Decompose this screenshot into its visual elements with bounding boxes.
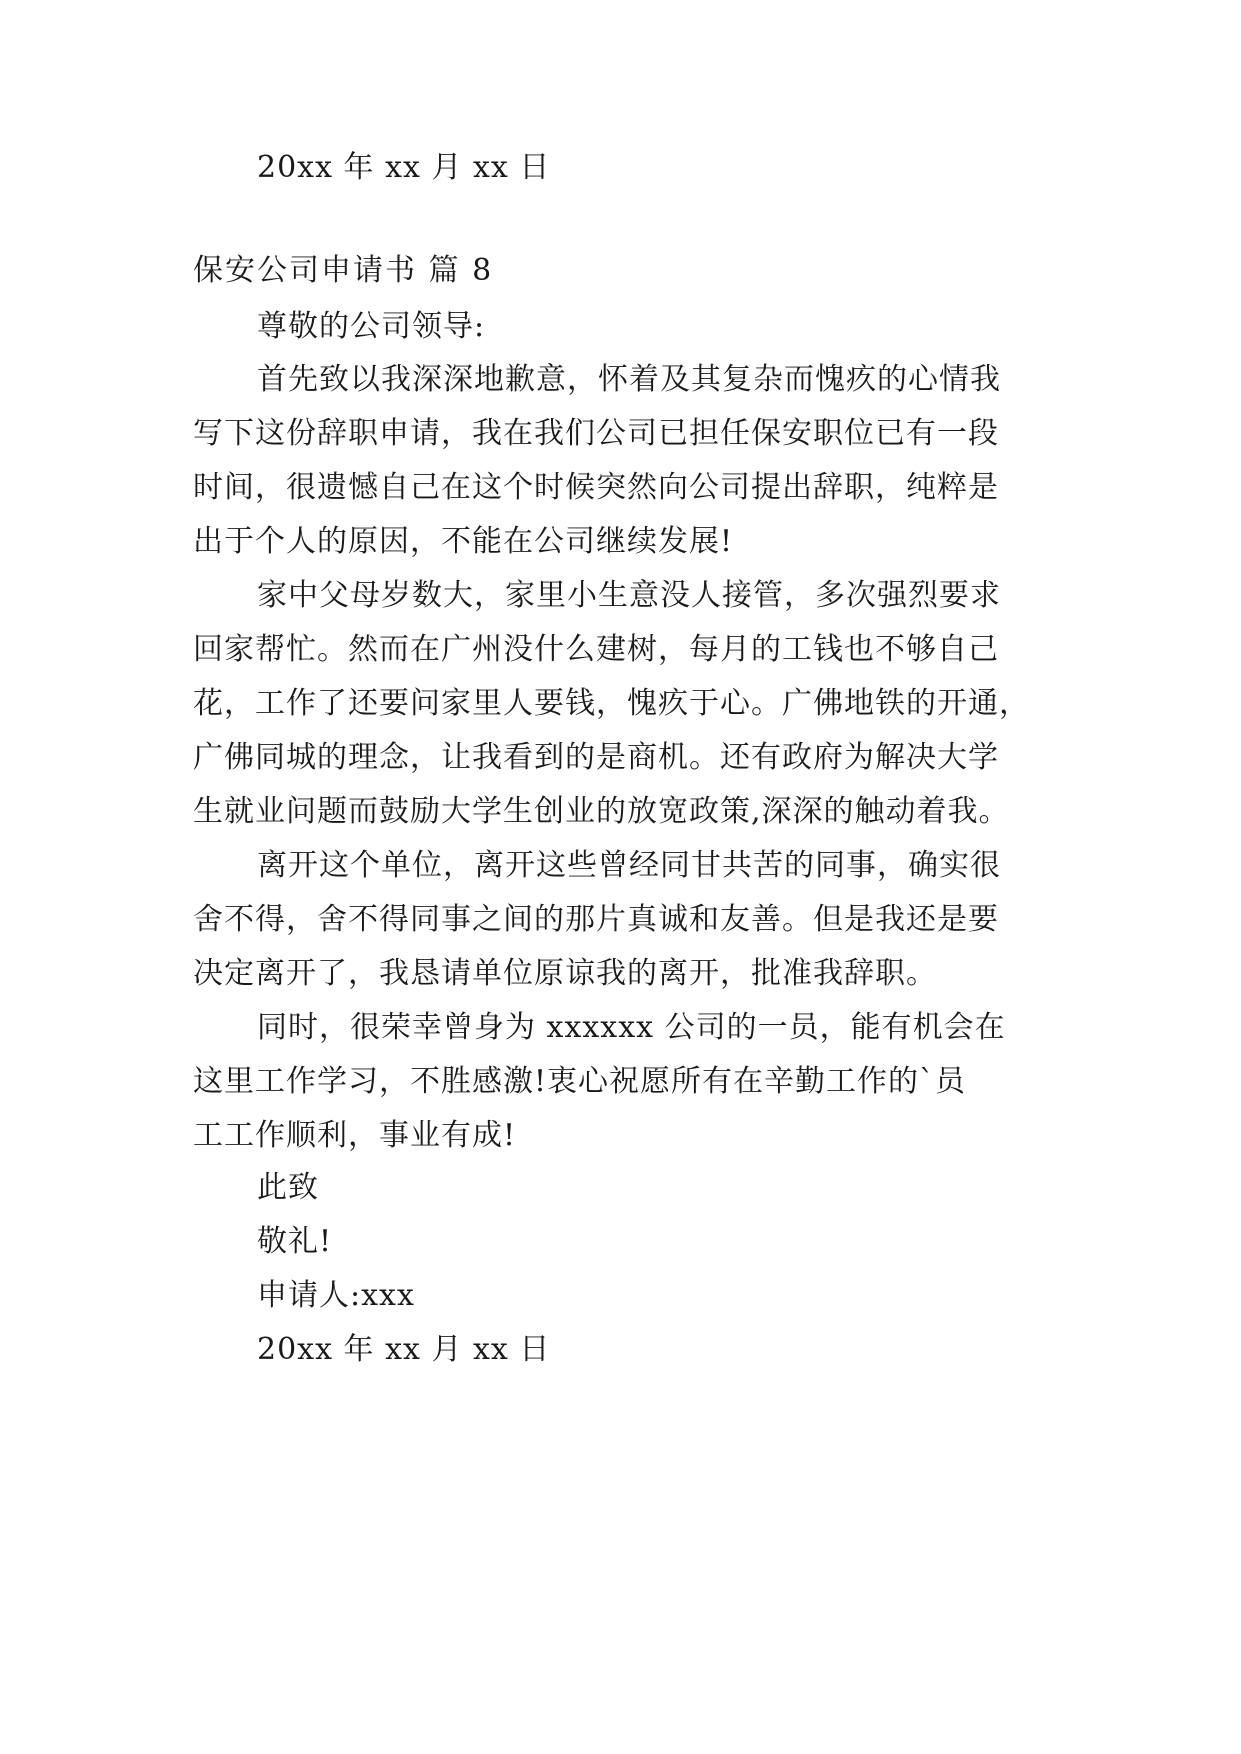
paragraph-3-line-1: 离开这个单位，离开这些曾经同甘共苦的同事，确实很 <box>257 848 1001 883</box>
applicant-signature: 申请人:xxx <box>257 1278 415 1313</box>
paragraph-2-line-2: 回家帮忙。然而在广州没什么建树，每月的工钱也不够自己 <box>193 632 999 667</box>
paragraph-1-line-1: 首先致以我深深地歉意，怀着及其复杂而愧疚的心情我 <box>257 362 1001 397</box>
closing-jing-li: 敬礼! <box>257 1224 333 1259</box>
paragraph-2-line-1: 家中父母岁数大，家里小生意没人接管，多次强烈要求 <box>257 578 1001 613</box>
bottom-date: 20xx 年 xx 月 xx 日 <box>257 1332 551 1367</box>
closing-ci-zhi: 此致 <box>257 1170 319 1205</box>
paragraph-1-line-3: 时间，很遗憾自己在这个时候突然向公司提出辞职，纯粹是 <box>193 470 999 505</box>
paragraph-4-line-2: 这里工作学习，不胜感激!衷心祝愿所有在辛勤工作的`员 <box>193 1064 967 1099</box>
paragraph-2-line-3: 花，工作了还要问家里人要钱，愧疚于心。广佛地铁的开通， <box>193 686 1030 721</box>
top-date: 20xx 年 xx 月 xx 日 <box>257 150 551 185</box>
paragraph-3-line-3: 决定离开了，我恳请单位原谅我的离开，批准我辞职。 <box>193 956 937 991</box>
paragraph-2-line-5: 生就业问题而鼓励大学生创业的放宽政策,深深的触动着我。 <box>193 794 1010 829</box>
paragraph-4-line-1: 同时，很荣幸曾身为 xxxxxx 公司的一员，能有机会在 <box>257 1010 1006 1045</box>
paragraph-3-line-2: 舍不得，舍不得同事之间的那片真诚和友善。但是我还是要 <box>193 902 999 937</box>
section-title: 保安公司申请书 篇 8 <box>193 253 494 288</box>
paragraph-1-line-4: 出于个人的原因，不能在公司继续发展! <box>193 524 734 559</box>
paragraph-1-line-2: 写下这份辞职申请，我在我们公司已担任保安职位已有一段 <box>193 416 999 451</box>
salutation: 尊敬的公司领导: <box>257 309 486 344</box>
paragraph-2-line-4: 广佛同城的理念，让我看到的是商机。还有政府为解决大学 <box>193 740 999 775</box>
paragraph-4-line-3: 工工作顺利，事业有成! <box>193 1118 517 1153</box>
